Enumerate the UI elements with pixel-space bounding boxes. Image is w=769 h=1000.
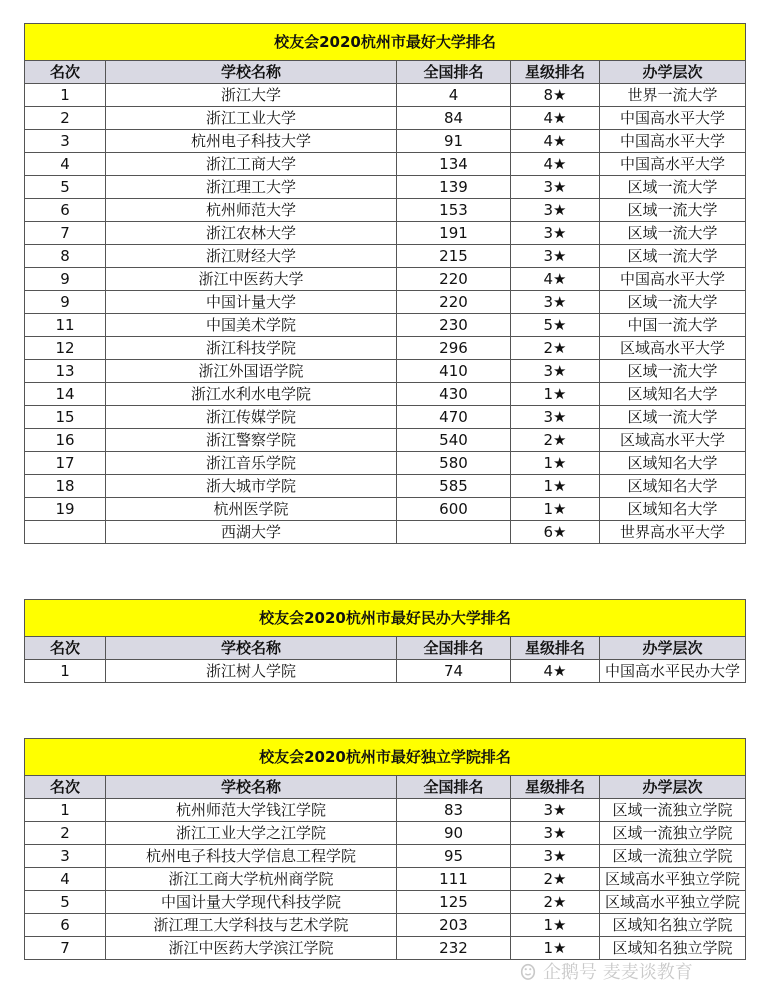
cell-national-rank: 600	[397, 498, 511, 521]
hangzhou-university-ranking-table	[24, 23, 746, 544]
cell-level: 区域一流大学	[600, 406, 746, 429]
cell-national-rank: 580	[397, 452, 511, 475]
cell-national-rank: 585	[397, 475, 511, 498]
cell-national-rank: 220	[397, 268, 511, 291]
cell-school: 杭州师范大学钱江学院	[106, 799, 397, 822]
cell-level: 中国高水平大学	[600, 107, 746, 130]
cell-star-rating: 3★	[511, 822, 600, 845]
cell-star-rating: 3★	[511, 245, 600, 268]
cell-school: 浙江中医药大学	[106, 268, 397, 291]
cell-national-rank: 153	[397, 199, 511, 222]
table-row	[25, 360, 746, 383]
column-header-school: 学校名称	[106, 61, 397, 84]
cell-school: 杭州师范大学	[106, 199, 397, 222]
cell-school: 浙江科技学院	[106, 337, 397, 360]
cell-level: 区域知名独立学院	[600, 937, 746, 960]
cell-national-rank: 139	[397, 176, 511, 199]
column-header-level: 办学层次	[600, 637, 746, 660]
cell-rank: 12	[25, 337, 106, 360]
column-header-rank: 名次	[25, 776, 106, 799]
table-row	[25, 199, 746, 222]
cell-level: 区域一流独立学院	[600, 822, 746, 845]
table-title: 校友会2020杭州市最好民办大学排名	[25, 600, 746, 637]
cell-rank: 6	[25, 199, 106, 222]
cell-national-rank: 215	[397, 245, 511, 268]
cell-rank: 1	[25, 660, 106, 683]
column-header-level: 办学层次	[600, 61, 746, 84]
cell-rank: 17	[25, 452, 106, 475]
column-header-school: 学校名称	[106, 637, 397, 660]
cell-star-rating: 2★	[511, 891, 600, 914]
cell-national-rank: 84	[397, 107, 511, 130]
cell-star-rating: 1★	[511, 498, 600, 521]
table-row	[25, 429, 746, 452]
table-row	[25, 314, 746, 337]
cell-school: 浙江警察学院	[106, 429, 397, 452]
cell-school: 杭州医学院	[106, 498, 397, 521]
cell-star-rating: 1★	[511, 452, 600, 475]
cell-rank: 2	[25, 822, 106, 845]
cell-star-rating: 6★	[511, 521, 600, 544]
table-row	[25, 937, 746, 960]
cell-national-rank: 74	[397, 660, 511, 683]
column-header-star-rating: 星级排名	[511, 776, 600, 799]
cell-rank: 7	[25, 222, 106, 245]
column-header-level: 办学层次	[600, 776, 746, 799]
cell-school: 中国计量大学	[106, 291, 397, 314]
cell-rank: 2	[25, 107, 106, 130]
cell-level: 区域高水平大学	[600, 337, 746, 360]
cell-level: 区域知名大学	[600, 452, 746, 475]
cell-level: 世界一流大学	[600, 84, 746, 107]
cell-level: 区域一流大学	[600, 360, 746, 383]
cell-rank: 1	[25, 84, 106, 107]
cell-level: 区域一流大学	[600, 222, 746, 245]
hangzhou-independent-college-ranking-table	[24, 738, 746, 960]
table-row	[25, 891, 746, 914]
cell-rank: 1	[25, 799, 106, 822]
table-body	[25, 799, 746, 960]
table-row	[25, 822, 746, 845]
cell-national-rank: 232	[397, 937, 511, 960]
cell-star-rating: 1★	[511, 475, 600, 498]
cell-school: 杭州电子科技大学信息工程学院	[106, 845, 397, 868]
cell-star-rating: 3★	[511, 222, 600, 245]
cell-school: 浙江音乐学院	[106, 452, 397, 475]
table-body	[25, 84, 746, 544]
cell-star-rating: 8★	[511, 84, 600, 107]
cell-rank: 3	[25, 845, 106, 868]
cell-national-rank: 230	[397, 314, 511, 337]
cell-rank: 6	[25, 914, 106, 937]
cell-star-rating: 4★	[511, 153, 600, 176]
cell-school: 浙江外国语学院	[106, 360, 397, 383]
table-row	[25, 475, 746, 498]
cell-rank: 3	[25, 130, 106, 153]
cell-rank: 8	[25, 245, 106, 268]
table-row	[25, 222, 746, 245]
column-header-national-rank: 全国排名	[397, 637, 511, 660]
column-header-star-rating: 星级排名	[511, 637, 600, 660]
cell-school: 浙江理工大学科技与艺术学院	[106, 914, 397, 937]
cell-national-rank: 430	[397, 383, 511, 406]
table-row	[25, 383, 746, 406]
cell-star-rating: 2★	[511, 868, 600, 891]
cell-national-rank: 540	[397, 429, 511, 452]
cell-rank: 9	[25, 268, 106, 291]
cell-level: 区域高水平独立学院	[600, 891, 746, 914]
cell-school: 浙江树人学院	[106, 660, 397, 683]
cell-rank: 11	[25, 314, 106, 337]
cell-level: 中国高水平大学	[600, 268, 746, 291]
table-row	[25, 868, 746, 891]
table-row	[25, 406, 746, 429]
cell-level: 区域一流大学	[600, 245, 746, 268]
cell-rank	[25, 521, 106, 544]
cell-school: 浙江工业大学	[106, 107, 397, 130]
cell-level: 中国高水平大学	[600, 153, 746, 176]
cell-level: 区域高水平独立学院	[600, 868, 746, 891]
cell-level: 区域高水平大学	[600, 429, 746, 452]
table-row	[25, 107, 746, 130]
cell-school: 中国美术学院	[106, 314, 397, 337]
cell-school: 浙江理工大学	[106, 176, 397, 199]
cell-star-rating: 3★	[511, 845, 600, 868]
cell-national-rank: 470	[397, 406, 511, 429]
table-row	[25, 799, 746, 822]
cell-national-rank: 134	[397, 153, 511, 176]
hangzhou-private-university-ranking-table	[24, 599, 746, 683]
cell-star-rating: 3★	[511, 799, 600, 822]
table-row	[25, 245, 746, 268]
table-row	[25, 914, 746, 937]
cell-level: 区域一流大学	[600, 291, 746, 314]
cell-national-rank: 220	[397, 291, 511, 314]
cell-school: 浙江水利水电学院	[106, 383, 397, 406]
column-header-rank: 名次	[25, 637, 106, 660]
table-row	[25, 291, 746, 314]
cell-school: 浙江工业大学之江学院	[106, 822, 397, 845]
cell-star-rating: 1★	[511, 914, 600, 937]
cell-level: 区域一流大学	[600, 199, 746, 222]
column-header-star-rating: 星级排名	[511, 61, 600, 84]
cell-star-rating: 2★	[511, 337, 600, 360]
table-row	[25, 153, 746, 176]
cell-level: 区域知名大学	[600, 498, 746, 521]
table-row	[25, 176, 746, 199]
cell-rank: 19	[25, 498, 106, 521]
cell-star-rating: 4★	[511, 268, 600, 291]
cell-school: 杭州电子科技大学	[106, 130, 397, 153]
column-header-rank: 名次	[25, 61, 106, 84]
cell-national-rank: 410	[397, 360, 511, 383]
cell-rank: 4	[25, 153, 106, 176]
table-row	[25, 268, 746, 291]
cell-national-rank: 111	[397, 868, 511, 891]
cell-star-rating: 1★	[511, 937, 600, 960]
table-title: 校友会2020杭州市最好独立学院排名	[25, 739, 746, 776]
cell-level: 世界高水平大学	[600, 521, 746, 544]
cell-national-rank: 4	[397, 84, 511, 107]
cell-level: 中国高水平大学	[600, 130, 746, 153]
cell-level: 区域一流大学	[600, 176, 746, 199]
cell-school: 浙江传媒学院	[106, 406, 397, 429]
table-row	[25, 498, 746, 521]
cell-level: 中国高水平民办大学	[600, 660, 746, 683]
watermark	[519, 958, 693, 984]
cell-national-rank: 83	[397, 799, 511, 822]
cell-star-rating: 3★	[511, 199, 600, 222]
cell-national-rank: 91	[397, 130, 511, 153]
cell-rank: 5	[25, 176, 106, 199]
cell-rank: 16	[25, 429, 106, 452]
cell-school: 西湖大学	[106, 521, 397, 544]
cell-star-rating: 1★	[511, 383, 600, 406]
cell-star-rating: 2★	[511, 429, 600, 452]
cell-school: 中国计量大学现代科技学院	[106, 891, 397, 914]
cell-school: 浙江大学	[106, 84, 397, 107]
cell-star-rating: 4★	[511, 660, 600, 683]
cell-school: 浙江工商大学杭州商学院	[106, 868, 397, 891]
cell-school: 浙江农林大学	[106, 222, 397, 245]
penguin-logo-icon	[519, 962, 537, 980]
cell-rank: 5	[25, 891, 106, 914]
cell-star-rating: 3★	[511, 360, 600, 383]
table-row	[25, 452, 746, 475]
cell-school: 浙江工商大学	[106, 153, 397, 176]
cell-rank: 13	[25, 360, 106, 383]
cell-national-rank: 203	[397, 914, 511, 937]
cell-national-rank	[397, 521, 511, 544]
column-header-national-rank: 全国排名	[397, 776, 511, 799]
table-row	[25, 84, 746, 107]
cell-level: 区域一流独立学院	[600, 845, 746, 868]
watermark-text: 企鹅号 麦麦谈教育	[543, 962, 693, 983]
cell-national-rank: 95	[397, 845, 511, 868]
table-row	[25, 130, 746, 153]
cell-level: 中国一流大学	[600, 314, 746, 337]
cell-level: 区域一流独立学院	[600, 799, 746, 822]
table-row	[25, 845, 746, 868]
cell-star-rating: 5★	[511, 314, 600, 337]
cell-rank: 15	[25, 406, 106, 429]
cell-star-rating: 3★	[511, 291, 600, 314]
cell-star-rating: 4★	[511, 107, 600, 130]
table-row	[25, 521, 746, 544]
cell-rank: 18	[25, 475, 106, 498]
table-row	[25, 660, 746, 683]
cell-school: 浙江财经大学	[106, 245, 397, 268]
column-header-national-rank: 全国排名	[397, 61, 511, 84]
cell-rank: 14	[25, 383, 106, 406]
cell-national-rank: 125	[397, 891, 511, 914]
cell-star-rating: 3★	[511, 176, 600, 199]
cell-national-rank: 191	[397, 222, 511, 245]
cell-level: 区域知名大学	[600, 383, 746, 406]
cell-rank: 4	[25, 868, 106, 891]
cell-national-rank: 90	[397, 822, 511, 845]
cell-rank: 9	[25, 291, 106, 314]
column-header-school: 学校名称	[106, 776, 397, 799]
cell-school: 浙大城市学院	[106, 475, 397, 498]
cell-level: 区域知名大学	[600, 475, 746, 498]
table-body	[25, 660, 746, 683]
cell-school: 浙江中医药大学滨江学院	[106, 937, 397, 960]
table-title: 校友会2020杭州市最好大学排名	[25, 24, 746, 61]
cell-star-rating: 3★	[511, 406, 600, 429]
cell-level: 区域知名独立学院	[600, 914, 746, 937]
table-row	[25, 337, 746, 360]
cell-rank: 7	[25, 937, 106, 960]
cell-star-rating: 4★	[511, 130, 600, 153]
cell-national-rank: 296	[397, 337, 511, 360]
